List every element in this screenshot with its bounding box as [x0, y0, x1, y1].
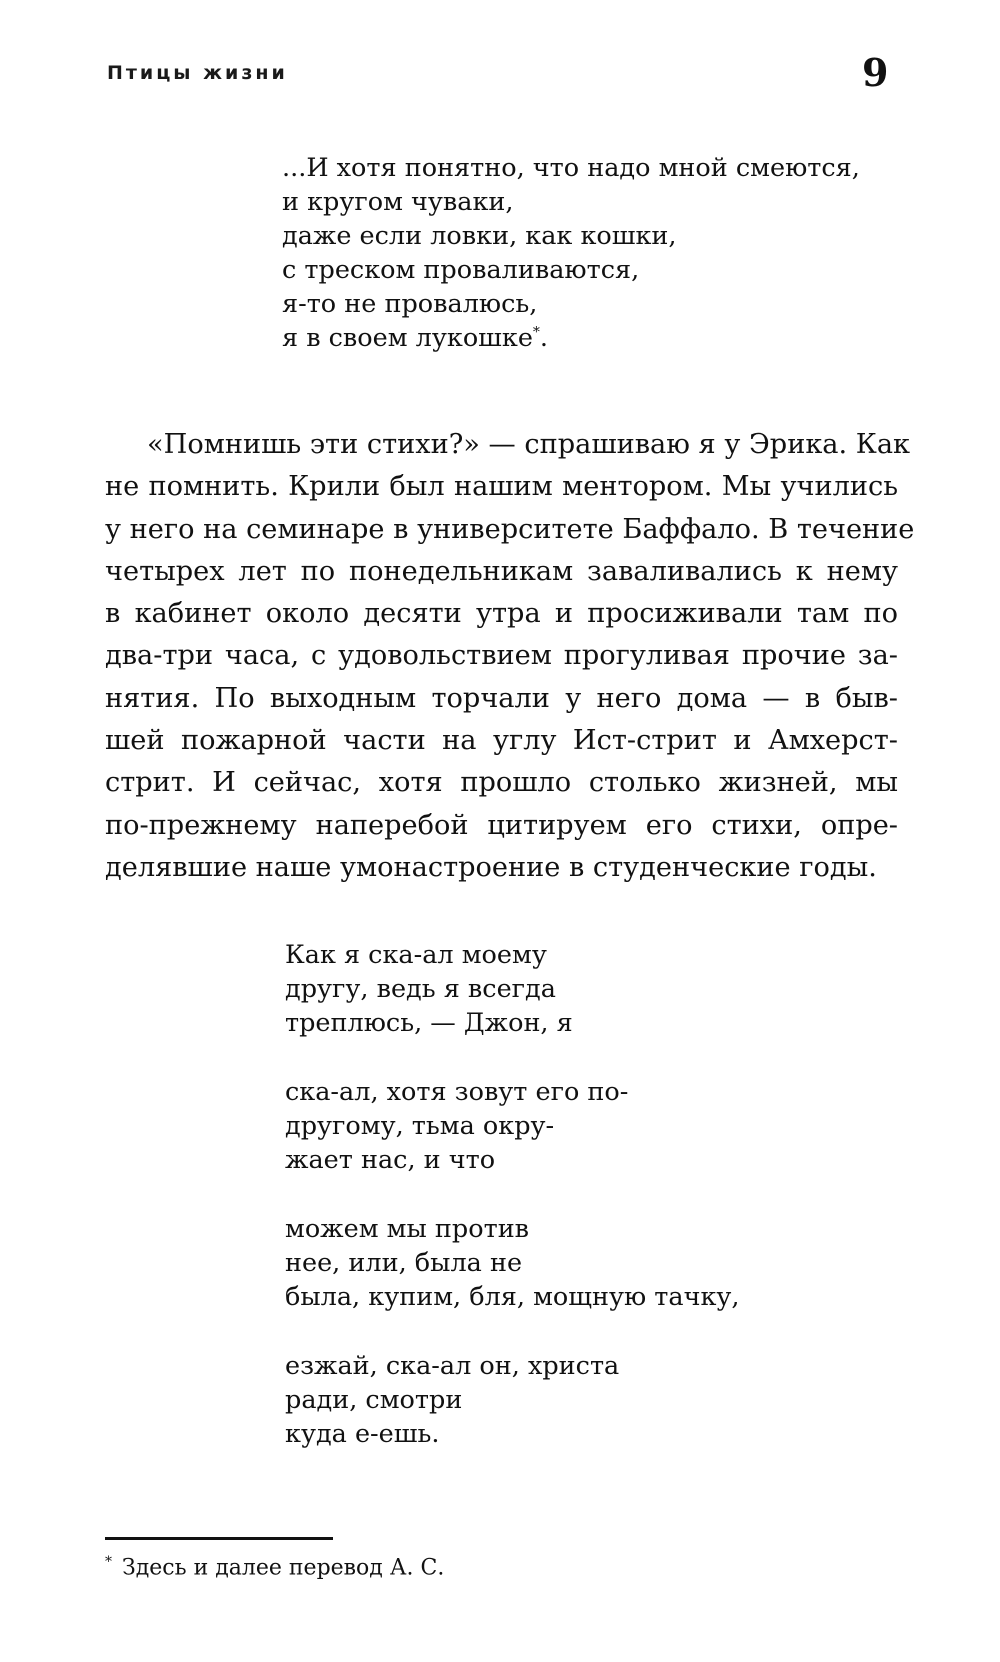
poem-line-punct: . [539, 323, 549, 353]
stanza [285, 1075, 740, 1177]
running-title: Птицы жизни [107, 62, 288, 84]
poem-line: можем мы против [285, 1214, 530, 1244]
footnote [105, 1554, 444, 1580]
paragraph-line: «Помнишь эти стихи?» — спрашиваю я у Эрика. Как [147, 429, 911, 460]
epigraph-poem [282, 151, 860, 355]
poem-line: была, купим, бля, мощную тачку, [285, 1282, 740, 1312]
stanza [285, 1212, 740, 1314]
poem-line-text: я в своем лукошке [282, 323, 533, 353]
poem-line: даже если ловки, как кошки, [282, 221, 677, 251]
poem-line: нее, или, была не [285, 1248, 523, 1278]
paragraph-line: четырех лет по понедельникам заваливались к нему [105, 555, 898, 587]
poem-line: куда е-ешь. [285, 1419, 440, 1449]
poem-line: и кругом чуваки, [282, 187, 514, 217]
poem-line: другу, ведь я всегда [285, 974, 556, 1004]
footnote-marker: * [105, 1554, 112, 1570]
poem-line: с треском проваливаются, [282, 255, 640, 285]
page-number: 9 [862, 50, 889, 95]
paragraph-line: по-прежнему наперебой цитируем его стихи, опре- [105, 809, 898, 841]
footnote-reference: * [532, 324, 540, 341]
paragraph-line: в кабинет около десяти утра и просиживали там по [105, 598, 898, 630]
poem-line: другому, тьма окру- [285, 1111, 555, 1141]
stanza [285, 938, 740, 1040]
paragraph-line: у него на семинаре в университете Баффало. В течение [105, 513, 915, 545]
poem-line: треплюсь, — Джон, я [285, 1008, 573, 1038]
quoted-poem [285, 938, 740, 1486]
stanza [285, 1349, 740, 1451]
paragraph-line: нятия. По выходным торчали у него дома — в быв- [105, 682, 898, 714]
poem-line: ска-ал, хотя зовут его по- [285, 1077, 629, 1107]
poem-line-last [282, 321, 860, 355]
poem-line: жает нас, и что [285, 1145, 496, 1175]
body-paragraph [105, 424, 915, 889]
paragraph-line: шей пожарной части на углу Ист-стрит и Амхерст- [105, 725, 898, 757]
footnote-divider [105, 1537, 333, 1540]
poem-line: ...И хотя понятно, что надо мной смеются, [282, 153, 860, 183]
poem-line: ради, смотри [285, 1385, 463, 1415]
poem-line: я-то не провалюсь, [282, 289, 538, 319]
paragraph-line: не помнить. Крили был нашим ментором. Мы учились [105, 471, 898, 503]
paragraph-line: два-три часа, с удовольствием прогуливая прочие за- [105, 640, 898, 672]
poem-line: езжай, ска-ал он, христа [285, 1351, 620, 1381]
paragraph-line: стрит. И сейчас, хотя прошло столько жизней, мы [105, 767, 898, 799]
poem-line: Как я ска-ал моему [285, 940, 547, 970]
footnote-text: Здесь и далее перевод А. С. [122, 1555, 445, 1581]
paragraph-line: делявшие наше умонастроение в студенческие годы. [105, 851, 877, 883]
